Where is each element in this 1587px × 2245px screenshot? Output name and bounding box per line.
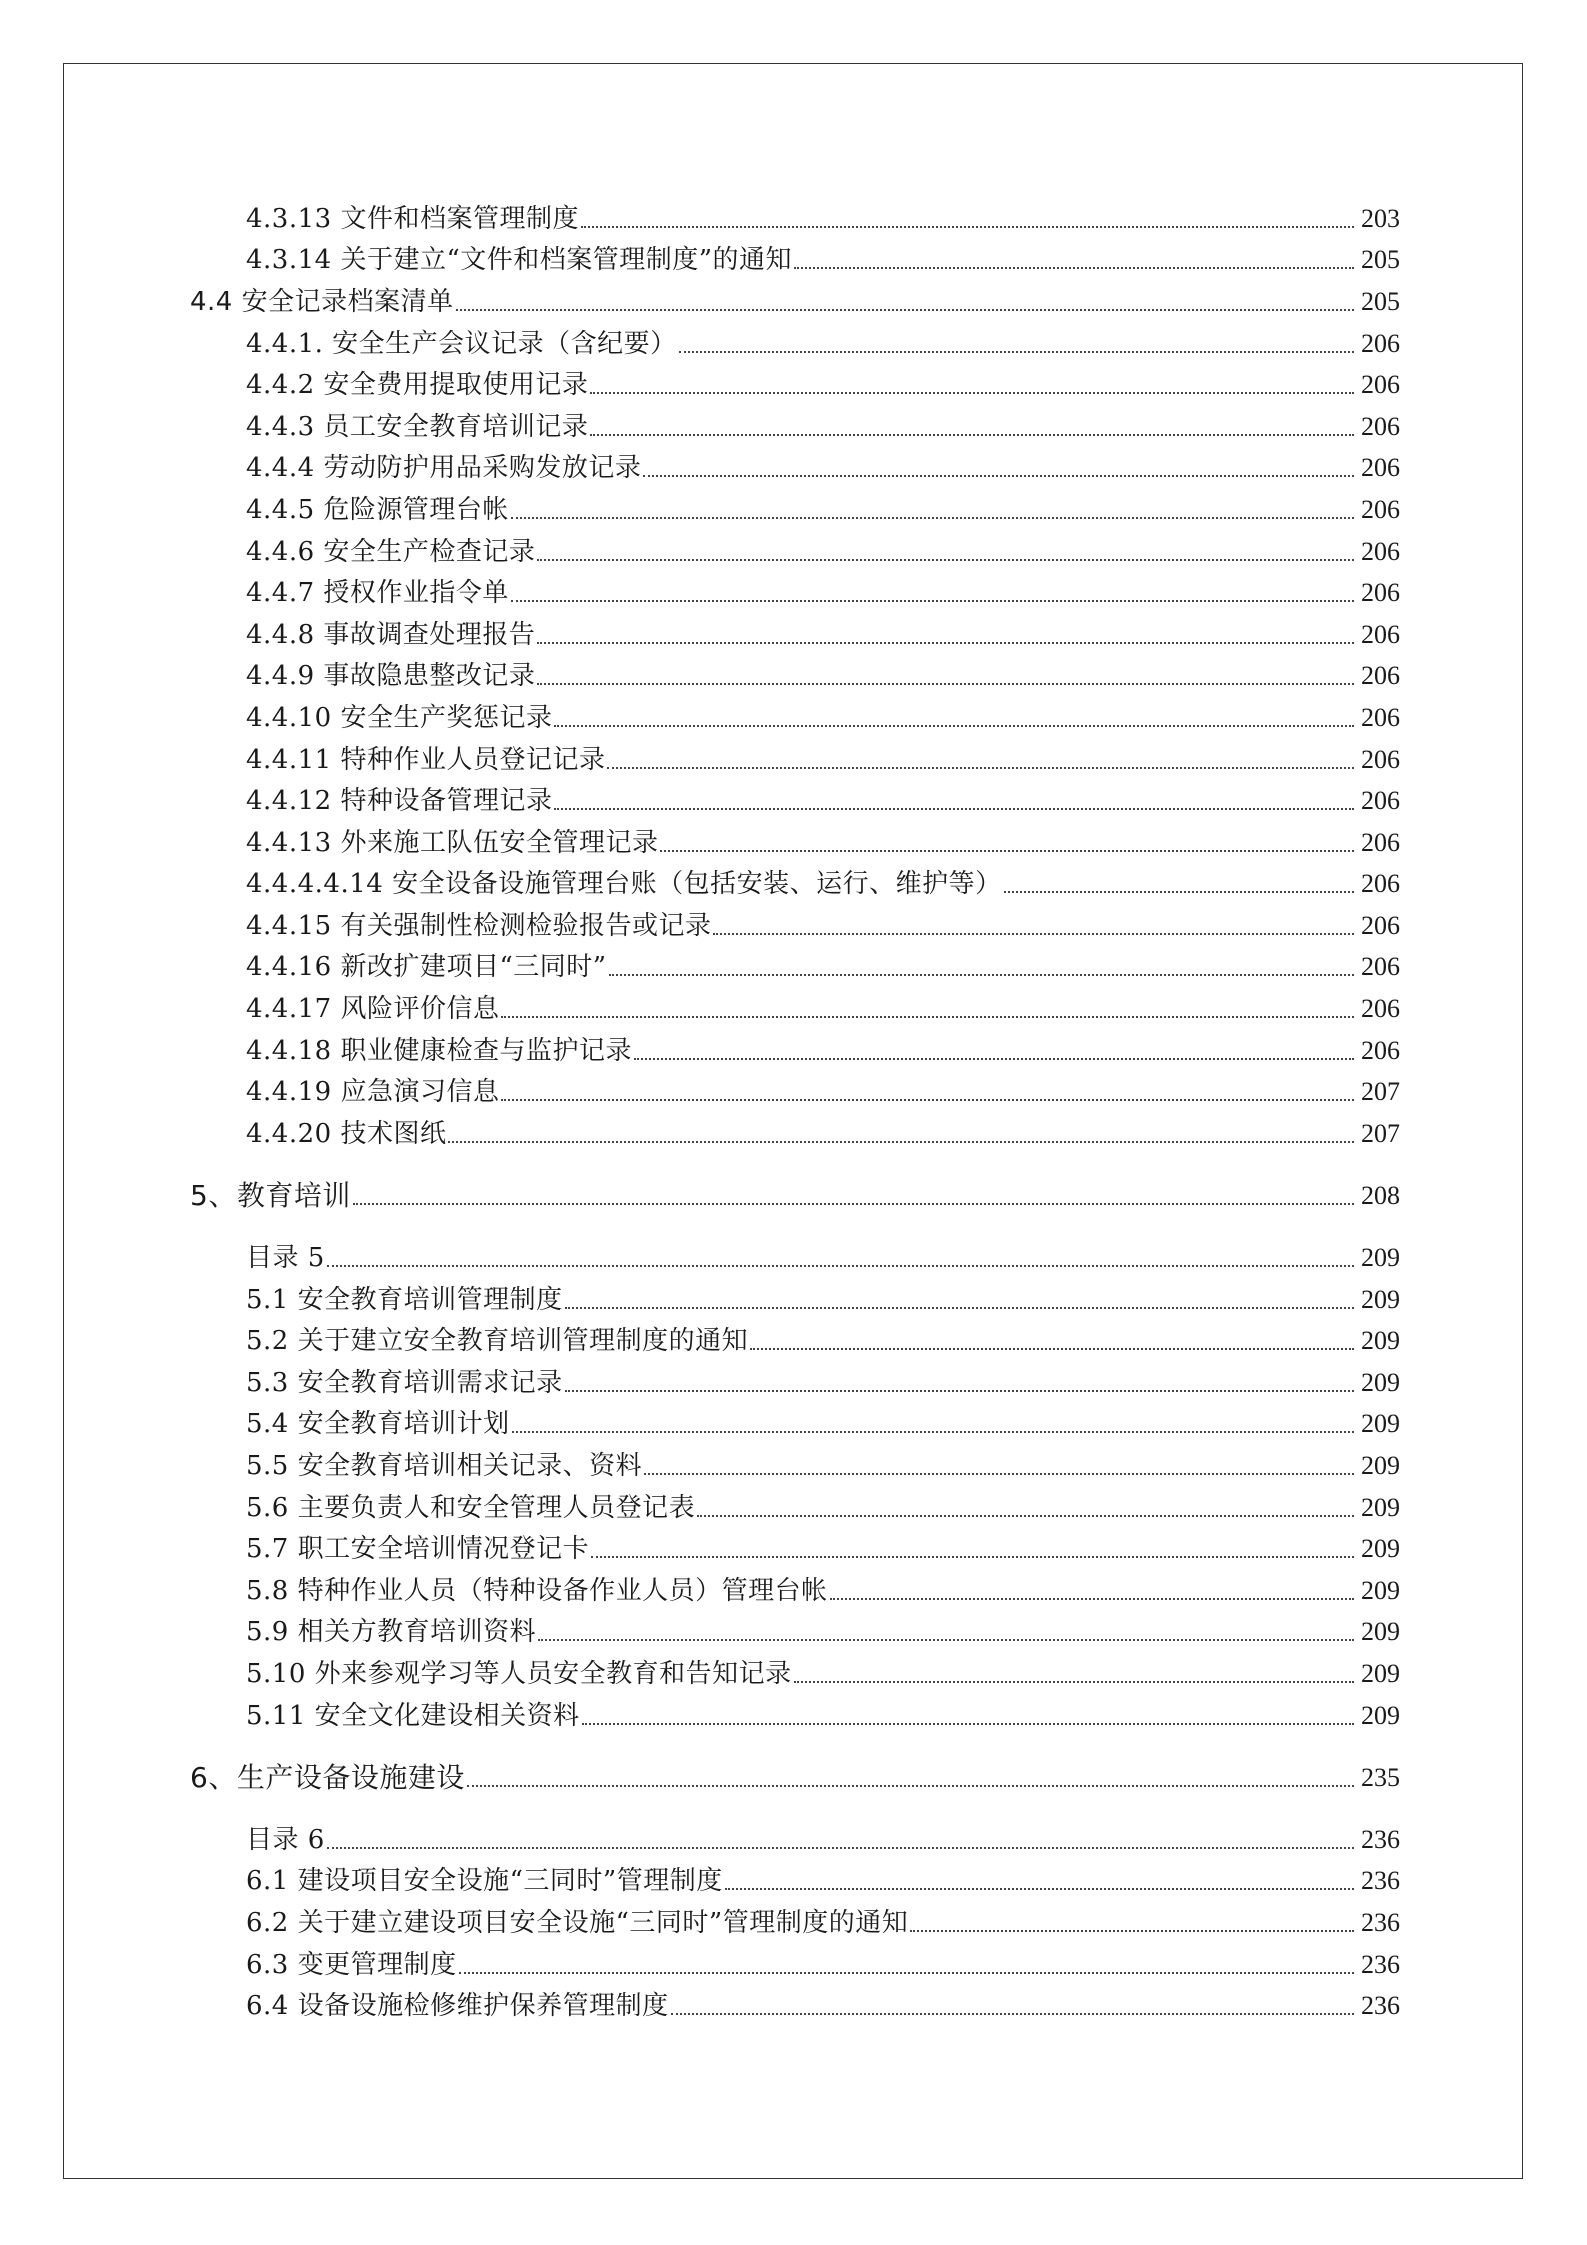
dot-leader	[713, 933, 1354, 935]
toc-entry[interactable]	[190, 780, 1400, 822]
toc-entry-page-number: 206	[1361, 744, 1400, 774]
dot-leader	[511, 600, 1354, 602]
toc-entry[interactable]	[190, 1237, 1400, 1279]
toc-entry-page-number: 206	[1361, 494, 1400, 524]
toc-entry-title: 4.4.12 特种设备管理记录	[246, 786, 553, 817]
toc-entry-page-number: 208	[1361, 1181, 1400, 1211]
toc-entry[interactable]	[190, 1487, 1400, 1529]
toc-entry-title: 6.2 关于建立建设项目安全设施“三同时”管理制度的通知	[246, 1907, 909, 1938]
dot-leader	[512, 1431, 1354, 1433]
toc-entry-title: 目录 5	[246, 1243, 325, 1274]
toc-entry-title: 5.1 安全教育培训管理制度	[246, 1284, 563, 1315]
toc-entry-title: 4.4.18 职业健康检查与监护记录	[246, 1035, 632, 1066]
toc-entry-title: 5.3 安全教育培训需求记录	[246, 1367, 563, 1398]
dot-leader	[456, 309, 1354, 311]
toc-entry-title: 4.4.10 安全生产奖惩记录	[246, 702, 553, 733]
toc-entry-page-number: 236	[1361, 1824, 1400, 1854]
toc-entry-title: 4.4.2 安全费用提取使用记录	[246, 370, 589, 401]
toc-entry[interactable]	[190, 1362, 1400, 1404]
toc-entry-page-number: 236	[1361, 1907, 1400, 1937]
toc-entry-title: 4.4 安全记录档案清单	[190, 286, 454, 317]
toc-entry-title: 6.1 建设项目安全设施“三同时”管理制度	[246, 1866, 723, 1897]
toc-entry-page-number: 209	[1361, 1534, 1400, 1564]
dot-leader	[750, 1348, 1354, 1350]
toc-entry-page-number: 236	[1361, 1866, 1400, 1896]
toc-entry-page-number: 206	[1361, 994, 1400, 1024]
toc-entry-page-number: 206	[1361, 578, 1400, 608]
dot-leader	[327, 1847, 1354, 1849]
toc-entry[interactable]	[190, 1528, 1400, 1570]
dot-leader	[590, 434, 1354, 436]
toc-entry-page-number: 209	[1361, 1575, 1400, 1605]
toc-entry-title: 5.11 安全文化建设相关资料	[246, 1700, 580, 1731]
toc-entry[interactable]	[190, 656, 1400, 698]
dot-leader	[538, 1639, 1354, 1641]
toc-entry-page-number: 209	[1361, 1451, 1400, 1481]
toc-entry-title: 6、生产设备设施建设	[190, 1761, 465, 1795]
toc-entry-page-number: 206	[1361, 952, 1400, 982]
dot-leader	[643, 475, 1354, 477]
toc-entry[interactable]	[190, 988, 1400, 1030]
toc-entry-title: 4.4.1. 安全生产会议记录（含纪要）	[246, 328, 677, 359]
dot-leader	[537, 559, 1354, 561]
toc-entry-title: 4.4.4 劳动防护用品采购发放记录	[246, 453, 642, 484]
dot-leader	[565, 1307, 1354, 1309]
dot-leader	[609, 974, 1354, 976]
dot-leader	[1004, 891, 1354, 893]
toc-entry[interactable]	[190, 1404, 1400, 1446]
toc-entry-title: 4.4.8 事故调查处理报告	[246, 619, 536, 650]
toc-entry-page-number: 236	[1361, 1991, 1400, 2021]
dot-leader	[582, 1723, 1354, 1725]
dot-leader	[581, 226, 1354, 228]
toc-entry-page-number: 209	[1361, 1409, 1400, 1439]
toc-entry-page-number: 209	[1361, 1367, 1400, 1397]
toc-entry-title: 5.8 特种作业人员（特种设备作业人员）管理台帐	[246, 1575, 828, 1606]
toc-entry[interactable]	[190, 1902, 1400, 1944]
dot-leader	[679, 351, 1354, 353]
toc-entry[interactable]	[190, 1113, 1400, 1155]
toc-entry-page-number: 206	[1361, 411, 1400, 441]
toc-entry[interactable]	[190, 1819, 1400, 1861]
toc-entry[interactable]	[190, 1653, 1400, 1695]
toc-entry[interactable]	[190, 1861, 1400, 1903]
toc-entry[interactable]	[190, 697, 1400, 739]
toc-entry-title: 5.9 相关方教育培训资料	[246, 1617, 537, 1648]
dot-leader	[353, 1203, 1354, 1205]
toc-entry-page-number: 209	[1361, 1492, 1400, 1522]
toc-section-entry[interactable]	[190, 281, 1400, 323]
dot-leader	[459, 1972, 1354, 1974]
toc-entry-page-number: 207	[1361, 1118, 1400, 1148]
toc-entry-page-number: 236	[1361, 1949, 1400, 1979]
toc-entry[interactable]	[190, 531, 1400, 573]
dot-leader	[554, 808, 1354, 810]
toc-entry-title: 4.4.17 风险评价信息	[246, 994, 500, 1025]
toc-entry-title: 4.4.4.4.14 安全设备设施管理台账（包括安装、运行、维护等）	[246, 869, 1002, 900]
toc-entry-title: 6.4 设备设施检修维护保养管理制度	[246, 1991, 669, 2022]
toc-entry-page-number: 206	[1361, 536, 1400, 566]
toc-entry-title: 4.4.15 有关强制性检测检验报告或记录	[246, 910, 712, 941]
toc-entry-page-number: 209	[1361, 1284, 1400, 1314]
toc-entry[interactable]	[190, 1985, 1400, 2027]
toc-entry[interactable]	[190, 1612, 1400, 1654]
toc-entry[interactable]	[190, 1445, 1400, 1487]
toc-entry[interactable]	[190, 364, 1400, 406]
toc-entry-page-number: 209	[1361, 1326, 1400, 1356]
toc-entry-title: 目录 6	[246, 1824, 325, 1855]
toc-entry[interactable]	[190, 947, 1400, 989]
toc-entry-title: 5.5 安全教育培训相关记录、资料	[246, 1451, 643, 1482]
dot-leader	[591, 1556, 1354, 1558]
toc-entry-page-number: 235	[1361, 1763, 1400, 1793]
toc-entry[interactable]	[190, 572, 1400, 614]
toc-entry-page-number: 203	[1361, 203, 1400, 233]
toc-entry[interactable]	[190, 1320, 1400, 1362]
toc-entry-page-number: 209	[1361, 1617, 1400, 1647]
toc-entry-title: 4.4.16 新改扩建项目“三同时”	[246, 952, 607, 983]
dot-leader	[634, 1058, 1354, 1060]
toc-entry-title: 4.3.13 文件和档案管理制度	[246, 203, 579, 234]
toc-entry-page-number: 205	[1361, 286, 1400, 316]
toc-entry-page-number: 205	[1361, 245, 1400, 275]
table-of-contents	[190, 198, 1400, 2027]
toc-entry-page-number: 206	[1361, 1035, 1400, 1065]
dot-leader	[554, 725, 1354, 727]
dot-leader	[537, 642, 1354, 644]
toc-entry[interactable]	[190, 1071, 1400, 1113]
toc-entry-title: 5.7 职工安全培训情况登记卡	[246, 1534, 590, 1565]
toc-entry[interactable]	[190, 448, 1400, 490]
toc-entry-page-number: 206	[1361, 910, 1400, 940]
dot-leader	[448, 1141, 1354, 1143]
toc-entry-title: 5.10 外来参观学习等人员安全教育和告知记录	[246, 1658, 792, 1689]
toc-entry-page-number: 206	[1361, 661, 1400, 691]
toc-entry-page-number: 206	[1361, 328, 1400, 358]
toc-entry-title: 4.4.3 员工安全教育培训记录	[246, 411, 589, 442]
dot-leader	[830, 1598, 1354, 1600]
toc-entry-title: 5.6 主要负责人和安全管理人员登记表	[246, 1492, 696, 1523]
toc-entry[interactable]	[190, 905, 1400, 947]
toc-entry[interactable]	[190, 489, 1400, 531]
toc-entry-page-number: 206	[1361, 786, 1400, 816]
toc-entry-title: 4.4.5 危险源管理台帐	[246, 494, 509, 525]
dot-leader	[660, 850, 1354, 852]
dot-leader	[467, 1785, 1354, 1787]
dot-leader	[794, 1681, 1354, 1683]
toc-chapter-entry[interactable]	[190, 1757, 1400, 1799]
toc-entry-page-number: 209	[1361, 1658, 1400, 1688]
toc-entry-title: 4.4.11 特种作业人员登记记录	[246, 744, 606, 775]
dot-leader	[671, 2013, 1354, 2015]
toc-entry[interactable]	[190, 1279, 1400, 1321]
toc-entry-page-number: 206	[1361, 370, 1400, 400]
toc-entry[interactable]	[190, 240, 1400, 282]
dot-leader	[501, 1016, 1354, 1018]
toc-entry-title: 4.4.19 应急演习信息	[246, 1077, 500, 1108]
dot-leader	[910, 1930, 1354, 1932]
toc-entry-title: 4.4.7 授权作业指令单	[246, 578, 509, 609]
dot-leader	[501, 1099, 1354, 1101]
toc-entry[interactable]	[190, 406, 1400, 448]
dot-leader	[607, 767, 1354, 769]
toc-entry[interactable]	[190, 864, 1400, 906]
toc-entry-title: 4.3.14 关于建立“文件和档案管理制度”的通知	[246, 245, 793, 276]
toc-chapter-entry[interactable]	[190, 1176, 1400, 1218]
dot-leader	[697, 1515, 1354, 1517]
toc-entry-title: 4.4.13 外来施工队伍安全管理记录	[246, 827, 659, 858]
toc-entry-title: 4.4.20 技术图纸	[246, 1118, 447, 1149]
dot-leader	[537, 683, 1354, 685]
toc-entry-title: 6.3 变更管理制度	[246, 1949, 457, 1980]
dot-leader	[644, 1473, 1354, 1475]
toc-entry-page-number: 209	[1361, 1243, 1400, 1273]
toc-entry-title: 5.4 安全教育培训计划	[246, 1409, 510, 1440]
toc-entry-title: 5.2 关于建立安全教育培训管理制度的通知	[246, 1326, 749, 1357]
dot-leader	[565, 1390, 1354, 1392]
toc-entry-page-number: 206	[1361, 453, 1400, 483]
toc-entry-page-number: 206	[1361, 619, 1400, 649]
toc-entry[interactable]	[190, 1695, 1400, 1737]
toc-entry-title: 4.4.9 事故隐患整改记录	[246, 661, 536, 692]
dot-leader	[725, 1888, 1354, 1890]
dot-leader	[511, 517, 1354, 519]
toc-entry[interactable]	[190, 1944, 1400, 1986]
toc-entry[interactable]	[190, 198, 1400, 240]
toc-entry-page-number: 207	[1361, 1077, 1400, 1107]
toc-entry-title: 4.4.6 安全生产检查记录	[246, 536, 536, 567]
toc-entry[interactable]	[190, 614, 1400, 656]
dot-leader	[590, 392, 1354, 394]
toc-entry-page-number: 206	[1361, 702, 1400, 732]
toc-entry-page-number: 206	[1361, 869, 1400, 899]
toc-entry-page-number: 209	[1361, 1700, 1400, 1730]
dot-leader	[794, 267, 1354, 269]
toc-entry[interactable]	[190, 1570, 1400, 1612]
dot-leader	[327, 1265, 1354, 1267]
toc-entry-title: 5、教育培训	[190, 1179, 351, 1213]
toc-entry[interactable]	[190, 739, 1400, 781]
toc-entry[interactable]	[190, 822, 1400, 864]
toc-entry-page-number: 206	[1361, 827, 1400, 857]
toc-entry[interactable]	[190, 323, 1400, 365]
toc-entry[interactable]	[190, 1030, 1400, 1072]
